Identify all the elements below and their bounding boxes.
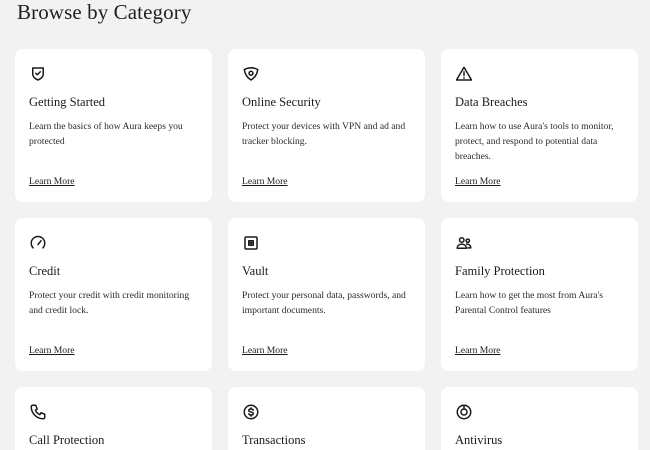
learn-more-link[interactable]: Learn More xyxy=(29,345,75,356)
learn-more-link[interactable]: Learn More xyxy=(242,176,288,187)
category-card-transactions[interactable] xyxy=(228,387,425,450)
phone-icon xyxy=(29,403,47,421)
category-card-antivirus[interactable] xyxy=(441,387,638,450)
learn-more-link[interactable]: Learn More xyxy=(455,176,501,187)
gauge-icon xyxy=(29,234,47,252)
card-title: Antivirus xyxy=(455,433,503,447)
security-shield-icon xyxy=(242,65,260,83)
category-card-call-protection[interactable] xyxy=(15,387,212,450)
card-description: Learn how to use Aura's tools to monitor, protect, and respond to potential data breaches. xyxy=(455,121,614,162)
card-description: Learn the basics of how Aura keeps you protected xyxy=(29,121,183,147)
card-description: Protect your devices with VPN and ad and tracker blocking. xyxy=(242,121,406,147)
category-card-vault[interactable] xyxy=(228,218,425,371)
vault-icon xyxy=(242,234,260,252)
card-title: Vault xyxy=(242,264,269,278)
card-title: Data Breaches xyxy=(455,95,528,109)
card-title: Credit xyxy=(29,264,61,278)
card-description: Protect your personal data, passwords, and important documents. xyxy=(242,290,406,316)
shield-check-icon xyxy=(29,65,47,83)
card-title: Online Security xyxy=(242,95,321,109)
learn-more-link[interactable]: Learn More xyxy=(455,345,501,356)
card-title: Family Protection xyxy=(455,264,545,278)
card-title: Transactions xyxy=(242,433,306,447)
learn-more-link[interactable]: Learn More xyxy=(242,345,288,356)
page-title: Browse by Category xyxy=(17,0,192,24)
card-description: Protect your credit with credit monitoring and credit lock. xyxy=(29,290,190,316)
category-grid xyxy=(15,49,638,450)
warning-triangle-icon xyxy=(455,65,473,83)
antivirus-icon xyxy=(455,403,473,421)
card-description: Learn how to get the most from Aura's Parental Control features xyxy=(455,290,604,316)
category-card-getting-started[interactable] xyxy=(15,49,212,202)
category-card-data-breaches[interactable] xyxy=(441,49,638,202)
learn-more-link[interactable]: Learn More xyxy=(29,176,75,187)
card-title: Getting Started xyxy=(29,95,106,109)
category-card-family-protection[interactable] xyxy=(441,218,638,371)
category-card-credit[interactable] xyxy=(15,218,212,371)
category-card-online-security[interactable] xyxy=(228,49,425,202)
card-title: Call Protection xyxy=(29,433,105,447)
family-icon xyxy=(455,234,473,252)
dollar-circle-icon xyxy=(242,403,260,421)
